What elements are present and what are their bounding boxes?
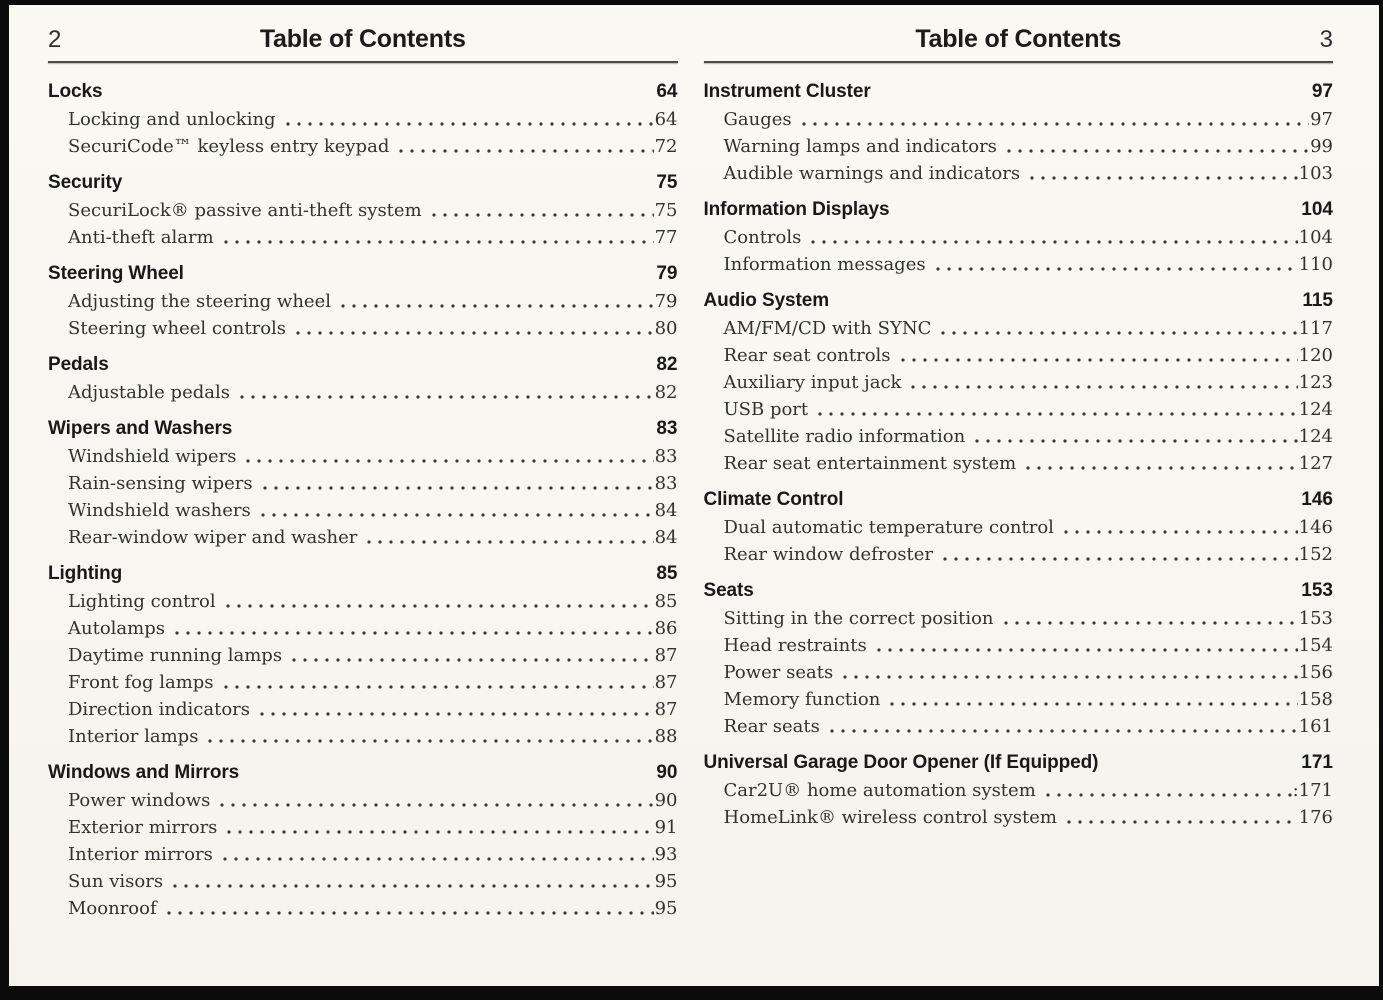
toc-entry-page-number: :171 xyxy=(1292,780,1333,801)
section-title: Universal Garage Door Opener (If Equipped) xyxy=(703,752,1099,773)
dot-leader xyxy=(170,868,654,895)
dot-leader xyxy=(243,443,653,470)
toc-entry-page-number: 79 xyxy=(654,291,678,312)
dot-leader xyxy=(1061,514,1298,541)
toc-section-entries xyxy=(704,224,1334,278)
toc-section xyxy=(48,414,678,551)
dot-leader xyxy=(221,224,654,251)
dot-leader xyxy=(429,197,654,224)
toc-entry xyxy=(68,224,678,251)
toc-entry xyxy=(724,804,1334,831)
toc-section-heading-row xyxy=(704,77,1334,106)
toc-entry xyxy=(68,315,678,342)
page-title: Table of Contents xyxy=(915,25,1122,53)
toc-entry xyxy=(724,659,1334,686)
toc-entry xyxy=(68,642,678,669)
toc-entry xyxy=(724,106,1334,133)
dot-leader xyxy=(293,315,654,342)
toc-section xyxy=(704,748,1334,831)
dot-leader xyxy=(364,524,653,551)
toc-entry-page-number: 87 xyxy=(654,699,678,720)
section-page-number: 153 xyxy=(1301,580,1333,601)
toc-entry xyxy=(724,777,1334,804)
toc-entry xyxy=(68,814,678,841)
toc-entry-page-number: 86 xyxy=(654,618,678,639)
section-title: Climate Control xyxy=(703,489,844,510)
page-3 xyxy=(704,25,1334,986)
section-title: Security xyxy=(48,172,123,193)
toc-entry-label: Windshield washers xyxy=(68,500,251,521)
toc-entry-page-number: 85 xyxy=(654,591,678,612)
toc-section xyxy=(704,485,1334,568)
dot-leader xyxy=(940,541,1298,568)
toc-entry xyxy=(724,541,1334,568)
toc-entry-label: Locking and unlocking xyxy=(68,109,276,130)
section-page-number: 115 xyxy=(1302,290,1333,311)
toc-entry-page-number: 72 xyxy=(654,136,678,157)
toc-section xyxy=(48,758,678,922)
section-title: Information Displays xyxy=(703,199,890,220)
dot-leader xyxy=(164,895,654,922)
toc-section xyxy=(704,576,1334,740)
toc-entry-page-number: 104 xyxy=(1298,227,1333,248)
toc-entry-label: Rain-sensing wipers xyxy=(68,473,253,494)
toc-entry-label: Memory function xyxy=(723,689,881,710)
toc-entry-page-number: 161 xyxy=(1298,716,1333,737)
toc-section-entries xyxy=(48,106,678,160)
dot-leader xyxy=(938,315,1297,342)
toc-entry xyxy=(724,686,1334,713)
toc-entry-page-number: 156 xyxy=(1298,662,1333,683)
toc-section xyxy=(704,77,1334,187)
toc-entry xyxy=(68,588,678,615)
toc-section-entries xyxy=(48,588,678,750)
toc-entry xyxy=(724,315,1334,342)
section-title: Wipers and Washers xyxy=(48,418,233,439)
toc-entry xyxy=(724,342,1334,369)
dot-leader xyxy=(808,224,1297,251)
section-title: Lighting xyxy=(48,563,123,584)
toc-entry-page-number: 103 xyxy=(1298,163,1333,184)
toc-entry-page-number: 83 xyxy=(654,473,678,494)
toc-entry xyxy=(68,470,678,497)
toc-entry-page-number: 87 xyxy=(654,645,678,666)
toc-entry xyxy=(68,524,678,551)
toc-entry xyxy=(68,669,678,696)
two-page-spread xyxy=(9,5,1379,986)
section-page-number: 146 xyxy=(1301,489,1333,510)
dot-leader xyxy=(972,423,1297,450)
dot-leader xyxy=(224,814,653,841)
toc-entry-label: Warning lamps and indicators xyxy=(723,136,997,157)
toc-section xyxy=(48,168,678,251)
section-page-number: 79 xyxy=(656,263,678,284)
toc-entry-page-number: 95 xyxy=(654,898,678,919)
toc-entry-page-number: 99 xyxy=(1310,136,1333,157)
toc-entry-label: Information messages xyxy=(723,254,926,275)
toc-section-entries xyxy=(48,443,678,551)
toc-entry-label: Dual automatic temperature control xyxy=(723,517,1054,538)
section-title: Instrument Cluster xyxy=(703,81,871,102)
toc-entry-page-number: 91 xyxy=(654,817,678,838)
paper-background xyxy=(9,5,1379,986)
toc-section-heading-row xyxy=(48,259,678,288)
toc-entry-page-number: 93 xyxy=(654,844,678,865)
toc-entry-page-number: 124 xyxy=(1298,426,1333,447)
toc-entry xyxy=(724,369,1334,396)
toc-entry-label: Car2U® home automation system xyxy=(723,780,1036,801)
toc-entry-label: Exterior mirrors xyxy=(68,817,218,838)
toc-entry xyxy=(68,696,678,723)
section-title: Steering Wheel xyxy=(48,263,184,284)
section-page-number: 90 xyxy=(656,762,678,783)
toc-entry xyxy=(68,133,678,160)
toc-entry xyxy=(724,514,1334,541)
toc-section xyxy=(48,259,678,342)
section-page-number: 104 xyxy=(1301,199,1333,220)
section-page-number: 97 xyxy=(1311,81,1333,102)
toc-entry-page-number: 110 xyxy=(1298,254,1333,275)
toc-entry-label: Rear seat controls xyxy=(723,345,891,366)
toc-entry xyxy=(724,133,1334,160)
toc-entry-page-number: 88 xyxy=(654,726,678,747)
toc-entry-label: Audible warnings and indicators xyxy=(723,163,1021,184)
section-title: Pedals xyxy=(48,354,109,375)
toc-section-entries xyxy=(48,197,678,251)
toc-entry xyxy=(68,895,678,922)
toc-section-heading-row xyxy=(704,748,1334,777)
dot-leader xyxy=(172,615,654,642)
toc-entry-label: SecuriCode™ keyless entry keypad xyxy=(68,136,390,157)
toc-entry-label: Rear seats xyxy=(723,716,820,737)
page-title: Table of Contents xyxy=(259,25,466,53)
toc-entry-label: Head restraints xyxy=(723,635,867,656)
toc-section-heading-row xyxy=(48,168,678,197)
toc-entry-label: Sun visors xyxy=(68,871,164,892)
toc-section-heading-row xyxy=(48,77,678,106)
toc-entry xyxy=(724,713,1334,740)
toc-section-entries xyxy=(48,288,678,342)
dot-leader xyxy=(237,379,654,406)
toc-entry xyxy=(68,197,678,224)
toc-section-entries xyxy=(704,514,1334,568)
toc-entry-label: HomeLink® wireless control system xyxy=(723,807,1057,828)
toc-entry xyxy=(724,450,1334,477)
toc-entry-page-number: 146 xyxy=(1298,517,1333,538)
toc-section xyxy=(48,559,678,750)
section-title: Seats xyxy=(703,580,754,601)
toc-entry-page-number: 127 xyxy=(1298,453,1333,474)
toc-entry-label: SecuriLock® passive anti-theft system xyxy=(68,200,422,221)
toc-entry-label: Sitting in the correct position xyxy=(723,608,994,629)
toc-entry xyxy=(68,106,678,133)
toc-entry-page-number: 77 xyxy=(654,227,678,248)
toc-entry xyxy=(68,497,678,524)
section-page-number: 64 xyxy=(656,81,678,102)
toc-entry xyxy=(68,868,678,895)
page-2 xyxy=(48,25,678,986)
toc-entry-label: Interior mirrors xyxy=(68,844,213,865)
toc-entry-page-number: 123 xyxy=(1298,372,1333,393)
dot-leader xyxy=(217,787,653,814)
dot-leader xyxy=(396,133,653,160)
toc-entry-label: Gauges xyxy=(723,109,792,130)
toc-entry-label: Power windows xyxy=(68,790,211,811)
toc-entry-label: Moonroof xyxy=(68,898,157,919)
toc-entry xyxy=(724,423,1334,450)
toc-entry-label: Rear seat entertainment system xyxy=(723,453,1017,474)
toc-section-heading-row xyxy=(704,286,1334,315)
toc-entry xyxy=(68,379,678,406)
toc-section-heading-row xyxy=(48,414,678,443)
toc-entry-label: Front fog lamps xyxy=(68,672,214,693)
dot-leader xyxy=(289,642,654,669)
toc-entry xyxy=(724,396,1334,423)
toc-entry-label: Auxiliary input jack xyxy=(723,372,902,393)
toc-entry xyxy=(68,723,678,750)
dot-leader xyxy=(221,669,654,696)
toc-entry-page-number: 64 xyxy=(654,109,678,130)
section-page-number: 83 xyxy=(656,418,678,439)
toc-entry xyxy=(68,841,678,868)
section-page-number: 171 xyxy=(1301,752,1333,773)
toc-entry-label: Steering wheel controls xyxy=(68,318,287,339)
toc-list xyxy=(704,63,1334,831)
dot-leader xyxy=(257,696,654,723)
section-page-number: 75 xyxy=(656,172,678,193)
section-page-number: 85 xyxy=(656,563,678,584)
toc-section xyxy=(704,195,1334,278)
toc-section-entries xyxy=(48,787,678,922)
dot-leader xyxy=(1027,160,1298,187)
dot-leader xyxy=(874,632,1298,659)
dot-leader xyxy=(283,106,654,133)
section-page-number: 82 xyxy=(656,354,678,375)
toc-section-entries xyxy=(704,605,1334,740)
toc-section-heading-row xyxy=(704,576,1334,605)
toc-section-heading-row xyxy=(704,485,1334,514)
toc-entry-page-number: 117 xyxy=(1298,318,1333,339)
dot-leader xyxy=(887,686,1297,713)
toc-section-heading-row xyxy=(704,195,1334,224)
toc-entry-page-number: 153 xyxy=(1298,608,1333,629)
toc-section xyxy=(704,286,1334,477)
dot-leader xyxy=(338,288,654,315)
toc-entry-page-number: 84 xyxy=(654,500,678,521)
toc-entry-label: Lighting control xyxy=(68,591,216,612)
toc-entry-label: Direction indicators xyxy=(68,699,251,720)
dot-leader xyxy=(799,106,1309,133)
section-title: Audio System xyxy=(703,290,829,311)
toc-entry xyxy=(724,251,1334,278)
dot-leader xyxy=(260,470,654,497)
page-number: 3 xyxy=(1319,26,1333,53)
toc-entry-label: Rear-window wiper and washer xyxy=(68,527,358,548)
toc-entry-page-number: 95 xyxy=(654,871,678,892)
toc-entry xyxy=(68,787,678,814)
toc-entry-page-number: 97 xyxy=(1310,109,1333,130)
toc-entry-label: Adjusting the steering wheel xyxy=(68,291,331,312)
toc-entry xyxy=(724,632,1334,659)
page-2-header xyxy=(48,25,678,54)
dot-leader xyxy=(220,841,654,868)
dot-leader xyxy=(258,497,654,524)
toc-section-heading-row xyxy=(48,758,678,787)
dot-leader xyxy=(1064,804,1298,831)
toc-entry xyxy=(68,615,678,642)
toc-section-entries xyxy=(48,379,678,406)
toc-entry-page-number: 158 xyxy=(1298,689,1333,710)
toc-entry-page-number: 124 xyxy=(1298,399,1333,420)
toc-entry-label: Autolamps xyxy=(68,618,165,639)
dot-leader xyxy=(1001,605,1298,632)
toc-entry-page-number: 83 xyxy=(654,446,678,467)
toc-entry xyxy=(68,288,678,315)
toc-entry-label: Interior lamps xyxy=(68,726,199,747)
toc-entry-page-number: 80 xyxy=(654,318,678,339)
toc-entry-page-number: 120 xyxy=(1298,345,1333,366)
dot-leader xyxy=(908,369,1297,396)
page-number: 2 xyxy=(48,26,62,53)
toc-entry-label: AM/FM/CD with SYNC xyxy=(723,318,932,339)
section-title: Locks xyxy=(48,81,103,102)
dot-leader xyxy=(1043,777,1292,804)
toc-entry-label: Rear window defroster xyxy=(723,544,934,565)
toc-section xyxy=(48,350,678,406)
toc-section-heading-row xyxy=(48,559,678,588)
toc-section-heading-row xyxy=(48,350,678,379)
dot-leader xyxy=(840,659,1297,686)
toc-entry-label: Power seats xyxy=(723,662,834,683)
toc-entry-label: USB port xyxy=(723,399,809,420)
toc-list xyxy=(48,63,678,922)
dot-leader xyxy=(933,251,1298,278)
dot-leader xyxy=(898,342,1298,369)
toc-entry xyxy=(724,605,1334,632)
toc-entry-label: Daytime running lamps xyxy=(68,645,283,666)
toc-entry xyxy=(68,443,678,470)
dot-leader xyxy=(205,723,653,750)
dot-leader xyxy=(827,713,1298,740)
toc-entry-page-number: 84 xyxy=(654,527,678,548)
toc-entry-page-number: 90 xyxy=(654,790,678,811)
toc-entry xyxy=(724,160,1334,187)
toc-section xyxy=(48,77,678,160)
dot-leader xyxy=(1023,450,1297,477)
dot-leader xyxy=(223,588,654,615)
toc-section-entries xyxy=(704,315,1334,477)
dot-leader xyxy=(1004,133,1309,160)
toc-entry-page-number: 75 xyxy=(654,200,678,221)
toc-section-entries xyxy=(704,106,1334,187)
toc-entry-page-number: 152 xyxy=(1298,544,1333,565)
toc-entry-label: Controls xyxy=(723,227,802,248)
toc-entry-page-number: 154 xyxy=(1298,635,1333,656)
toc-entry-page-number: 87 xyxy=(654,672,678,693)
section-title: Windows and Mirrors xyxy=(48,762,240,783)
toc-entry-label: Satellite radio information xyxy=(723,426,966,447)
toc-entry-label: Windshield wipers xyxy=(68,446,237,467)
toc-entry xyxy=(724,224,1334,251)
toc-section-entries xyxy=(704,777,1334,831)
toc-entry-label: Adjustable pedals xyxy=(68,382,230,403)
toc-entry-label: Anti-theft alarm xyxy=(68,227,214,248)
dot-leader xyxy=(815,396,1297,423)
toc-entry-page-number: 82 xyxy=(654,382,678,403)
toc-entry-page-number: 176 xyxy=(1298,807,1333,828)
page-3-header xyxy=(704,25,1334,54)
